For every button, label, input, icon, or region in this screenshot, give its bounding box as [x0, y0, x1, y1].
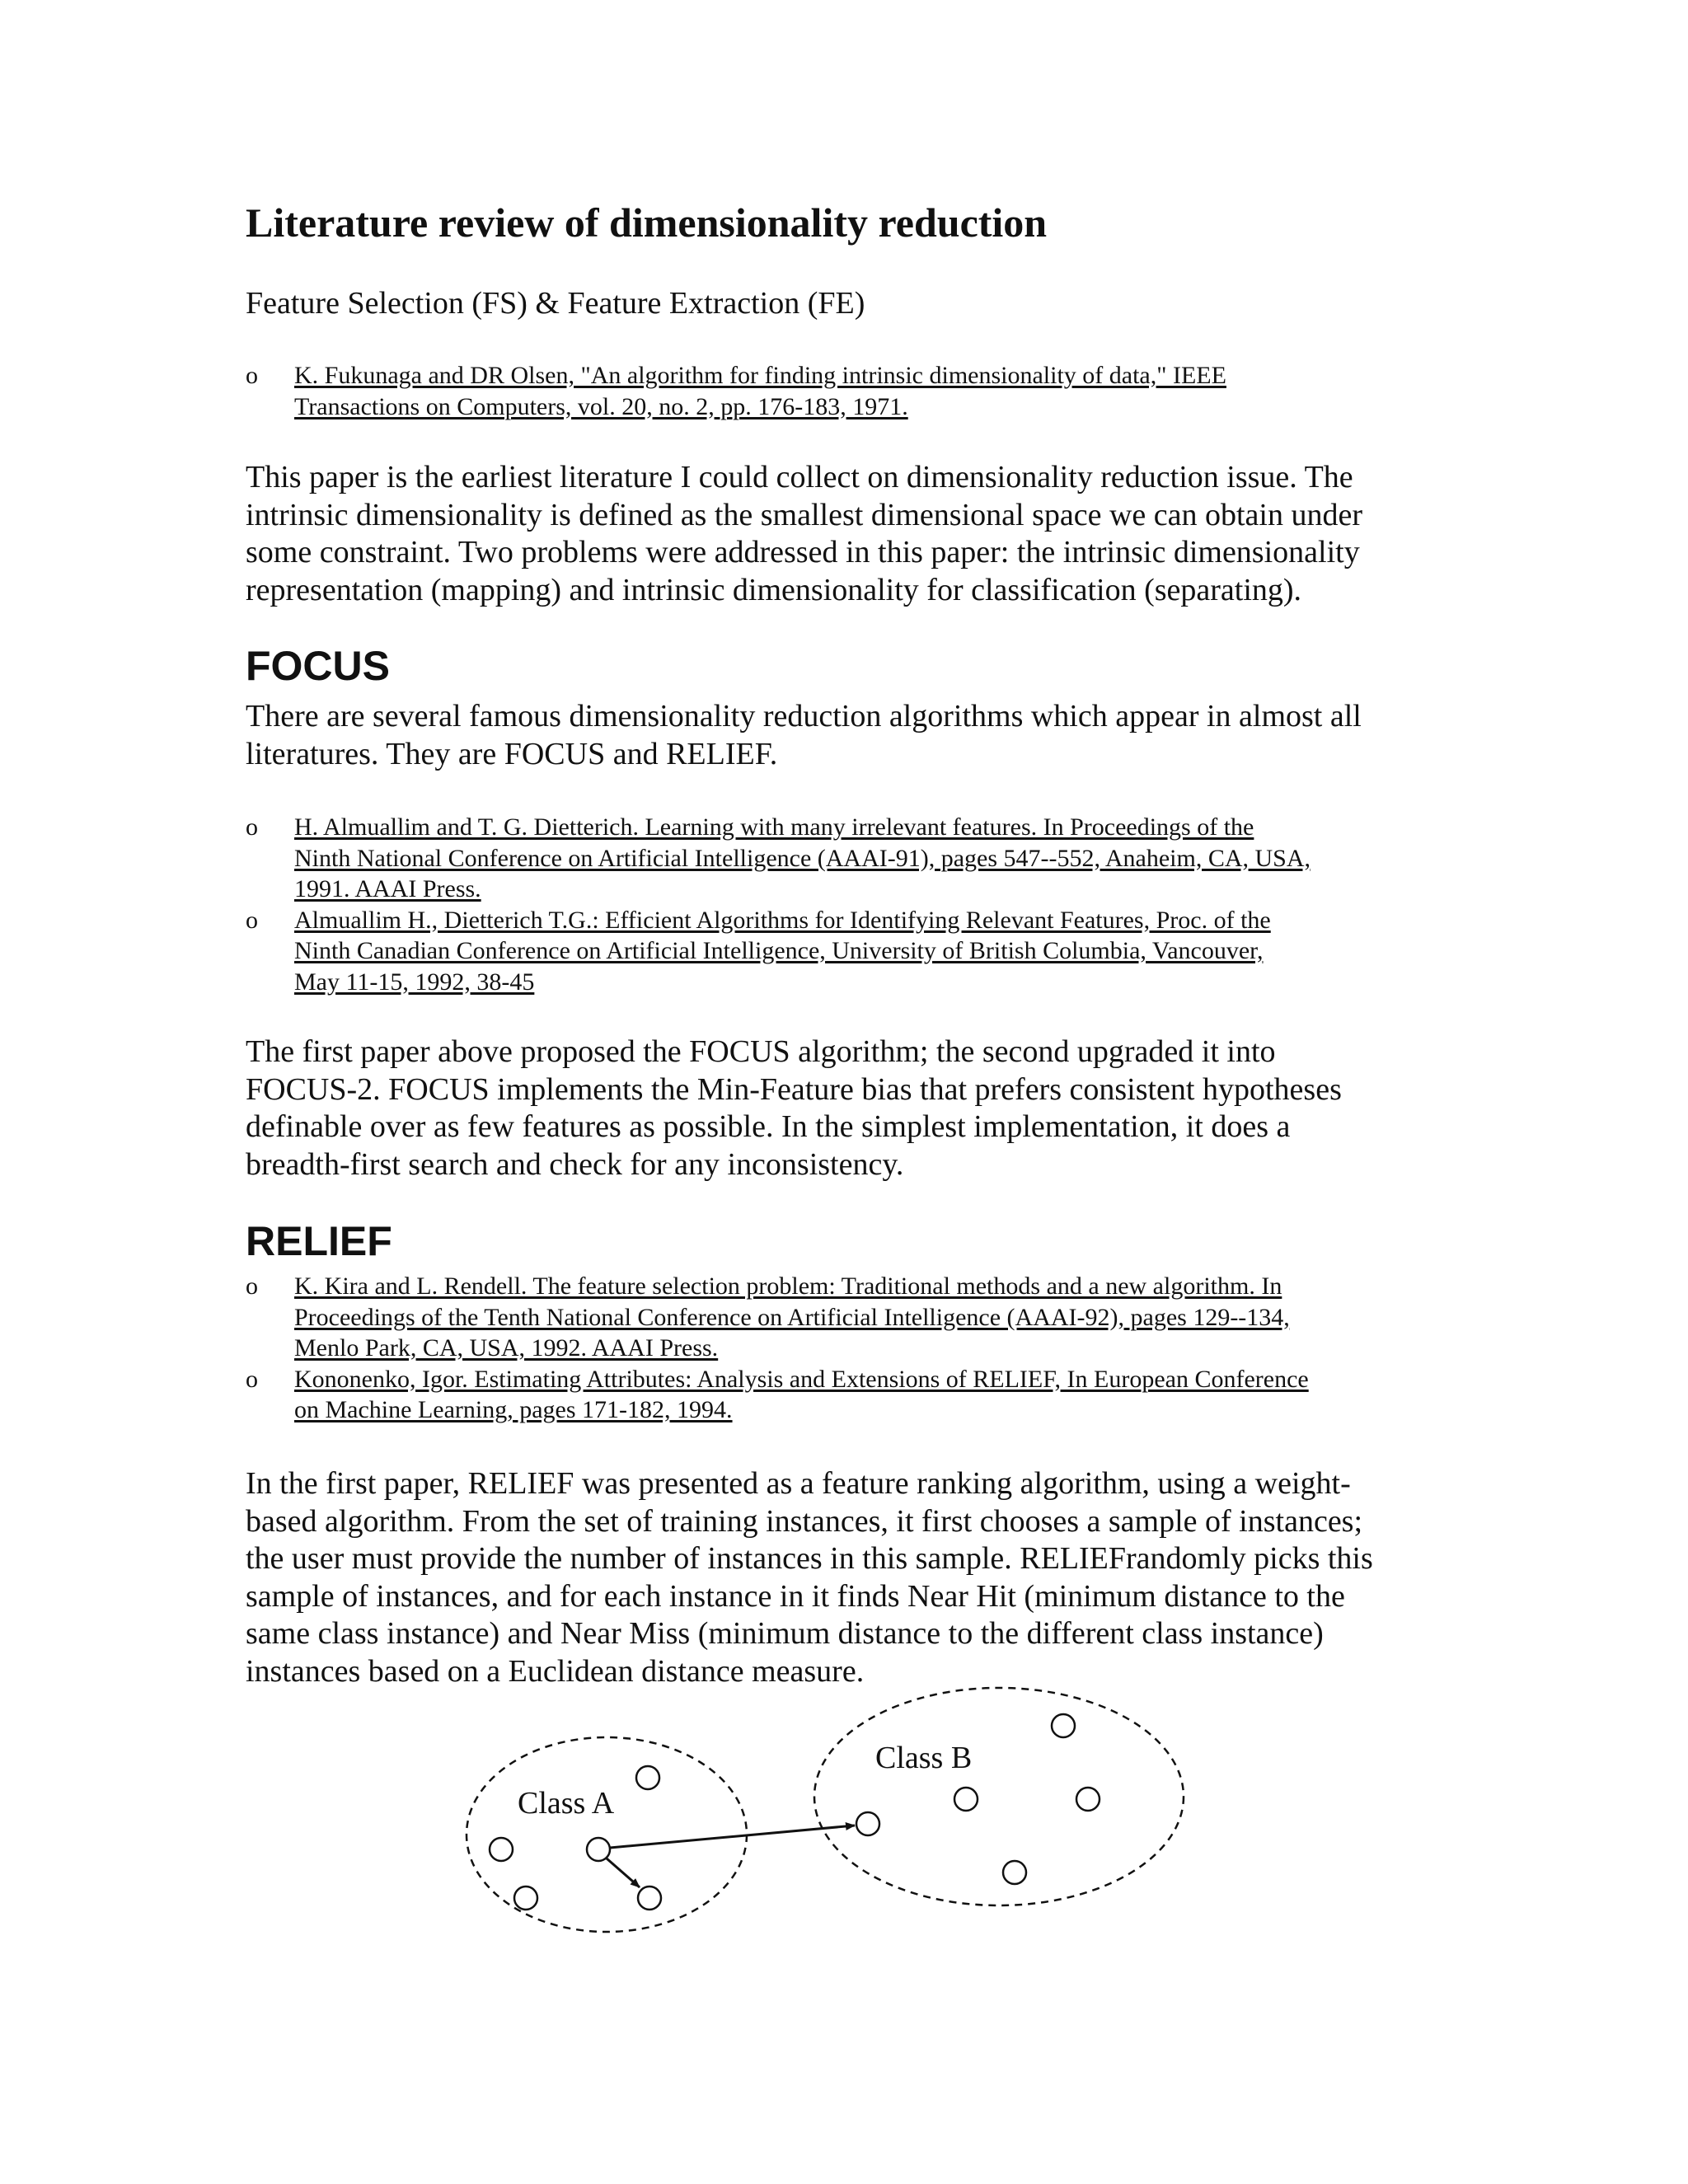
class-a-label: Class A [518, 1786, 615, 1821]
relief-reference-list [246, 1271, 1482, 1426]
reference-link[interactable]: H. Almuallim and T. G. Dietterich. Learning with many irrelevant features. In Proceedings of the Ninth National Conference on Artificial Intelligence (AAAI-91), pages 547--552, Anaheim, CA, USA, 1991. AAAI Press. [294, 813, 1311, 902]
intro-paragraph: This paper is the earliest literature I could collect on dimensionality reduction issue. The intrinsic dimensionality is defined as the smallest dimensional space we can obtain under some constraint. Two problems were addressed in this paper: the intrinsic dimensionality representation (mapping) and intrinsic dimensionality for classification (separating). [246, 460, 1362, 607]
focus-intro-paragraph: There are several famous dimensionality reduction algorithms which appear in almost all literatures. They are FOCUS and RELIEF. [246, 699, 1362, 771]
reference-link[interactable]: Kononenko, Igor. Estimating Attributes: Analysis and Extensions of RELIEF, In European Conference on Machine Learning, pages 171-182, 1994. [294, 1365, 1309, 1423]
class-b-label: Class B [875, 1741, 973, 1775]
reference-item[interactable] [246, 1271, 1482, 1364]
relief-diagram [445, 1681, 1203, 1953]
reference-link[interactable]: K. Fukunaga and DR Olsen, "An algorithm for finding intrinsic dimensionality of data," IEEE Transactions on Computers, vol. 20, no. 2, pp. 176-183, 1971. [294, 362, 1226, 420]
class-a-instance [490, 1838, 513, 1861]
near-hit-instance [638, 1886, 661, 1910]
near-hit-arrow [607, 1858, 640, 1887]
class-b-instance [1076, 1788, 1100, 1811]
class-b-instance [954, 1788, 978, 1811]
subtitle: Feature Selection (FS) & Feature Extraction (FE) [246, 286, 865, 321]
reference-link[interactable]: Almuallim H., Dietterich T.G.: Efficient Algorithms for Identifying Relevant Features, Proc. of the Ninth Canadian Conference on Artificial Intelligence, University of British Columbia, Vancouver, May 11-15, 1992, 38-45 [294, 906, 1271, 996]
focus-summary-paragraph: The first paper above proposed the FOCUS algorithm; the second upgraded it into FOCUS-2. FOCUS implements the Min-Feature bias that prefers consistent hypotheses definable over as few features as possible. In the simplest implementation, it does a breadth-first search and check for any inconsistency. [246, 1034, 1342, 1182]
class-b-instance [1052, 1714, 1075, 1737]
intro-reference-list [246, 360, 1482, 422]
selected-instance [587, 1838, 610, 1861]
class-a-boundary [467, 1737, 747, 1932]
class-b-instance [1003, 1861, 1026, 1884]
reference-item[interactable] [246, 812, 1482, 905]
reference-item[interactable] [246, 905, 1482, 998]
near-miss-arrow [610, 1825, 855, 1848]
relief-heading: RELIEF [246, 1218, 392, 1264]
class-a-instance [514, 1886, 537, 1910]
reference-item[interactable] [246, 1364, 1482, 1426]
class-a-instance [636, 1766, 659, 1789]
bullet-marker: o [246, 1272, 258, 1300]
bullet-marker: o [246, 906, 258, 934]
page-title: Literature review of dimensionality reduction [246, 199, 1048, 246]
focus-heading: FOCUS [246, 643, 390, 689]
bullet-marker: o [246, 813, 258, 841]
bullet-marker: o [246, 362, 258, 389]
relief-paragraph: In the first paper, RELIEF was presented as a feature ranking algorithm, using a weight- based algorithm. From the set of training instances, it first chooses a sample of instances; the user must provide the number of instances in this sample. RELIEFrandomly picks this sample of instances, and for each instance in it finds Near Hit (minimum distance to the same class instance) and Near Miss (minimum distance to the different class instance) instances based on a Euclidean distance measure. [246, 1466, 1373, 1689]
reference-item[interactable] [246, 360, 1482, 422]
focus-reference-list [246, 812, 1482, 997]
near-miss-instance [856, 1812, 879, 1835]
class-b-boundary [814, 1688, 1184, 1905]
reference-link[interactable]: K. Kira and L. Rendell. The feature selection problem: Traditional methods and a new algorithm. In Proceedings of the Tenth National Conference on Artificial Intelligence (AAAI-92), pages 129--134, Menlo Park, CA, USA, 1992. AAAI Press. [294, 1272, 1290, 1361]
bullet-marker: o [246, 1365, 258, 1393]
